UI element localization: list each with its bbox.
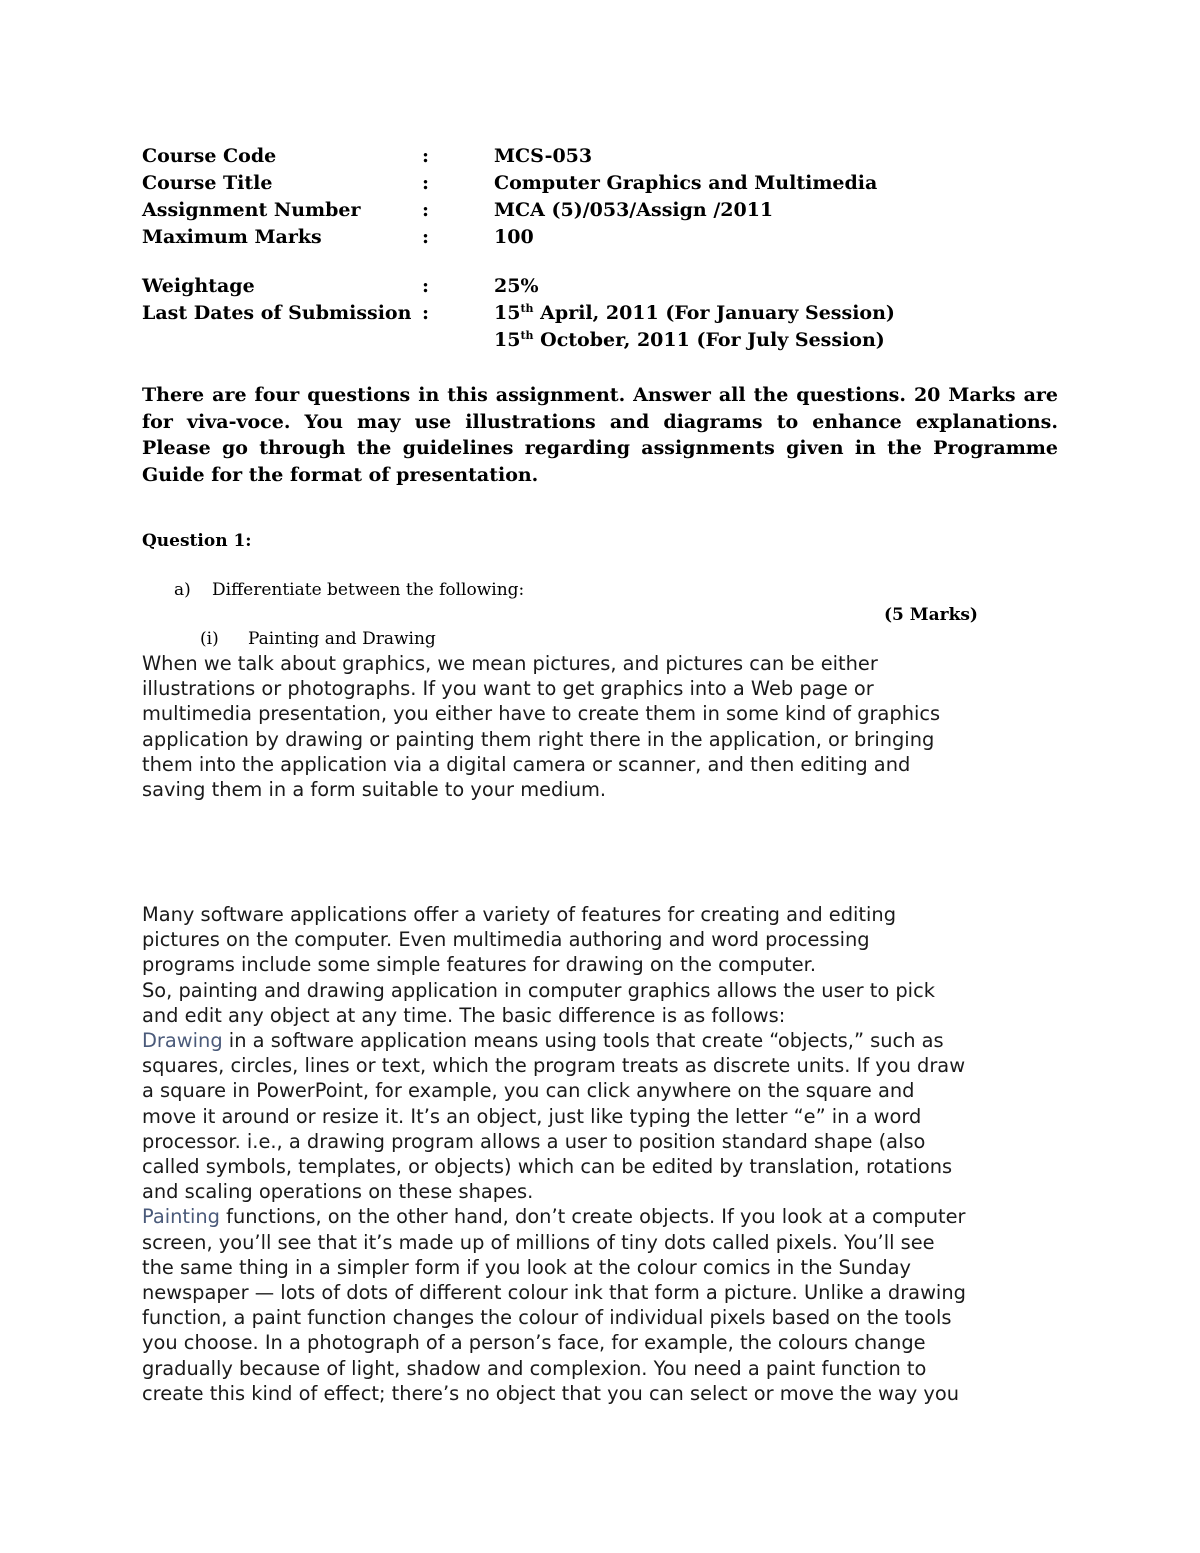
header-value: MCA (5)/053/Assign /2011 (494, 199, 774, 221)
question-sub-i (200, 629, 436, 649)
text-line: and edit any object at any time. The basic difference is as follows: (142, 1003, 786, 1027)
text-line: a square in PowerPoint, for example, you can click anywhere on the square and (142, 1079, 915, 1103)
text-line: pictures on the computer. Even multimedia authoring and word processing (142, 928, 870, 952)
painting-first-line: Painting functions, on the other hand, don’t create objects. If you look at a computer (142, 1205, 966, 1229)
text-line: Many software applications offer a variety of features for creating and editing (142, 903, 897, 926)
header-label: Assignment Number (142, 199, 361, 221)
header-value: 25% (494, 275, 539, 297)
text-line: When we talk about graphics, we mean pictures, and pictures can be either (142, 652, 878, 675)
text-line: saving them in a form suitable to your medium. (142, 778, 607, 802)
marks-label: (5 Marks) (884, 605, 978, 625)
header-label: Weightage (142, 275, 255, 297)
header-value: Computer Graphics and Multimedia (494, 172, 878, 194)
text-line: you choose. In a photograph of a person’s face, for example, the colours change (142, 1331, 926, 1355)
header-separator: : (422, 226, 430, 248)
part-a-text: Differentiate between the following: (212, 580, 525, 600)
header-separator: : (422, 172, 430, 194)
question-part-a (174, 580, 525, 600)
text-line: called symbols, templates, or objects) which can be edited by translation, rotations (142, 1155, 953, 1179)
text-line: application by drawing or painting them right there in the application, or bringing (142, 727, 935, 751)
header-value: MCS-053 (494, 145, 593, 167)
drawing-first-line: Drawing in a software application means using tools that create “objects,” such as (142, 1029, 944, 1053)
header-label: Course Code (142, 145, 277, 167)
header-value: 100 (494, 226, 534, 248)
answer-paragraph-2 (142, 902, 1072, 1406)
list-marker: (i) (200, 629, 219, 649)
text-line: move it around or resize it. It’s an object, just like typing the letter “e” in a word (142, 1104, 922, 1128)
text-line: the same thing in a simpler form if you look at the colour comics in the Sunday (142, 1255, 912, 1279)
header-label: Maximum Marks (142, 226, 322, 248)
question-title: Question 1: (142, 531, 252, 551)
text-line: and scaling operations on these shapes. (142, 1180, 534, 1204)
header-separator: : (422, 302, 430, 324)
text-line: squares, circles, lines or text, which the program treats as discrete units. If you draw (142, 1054, 966, 1078)
header-label: Course Title (142, 172, 273, 194)
text-line: So, painting and drawing application in computer graphics allows the user to pick (142, 978, 935, 1002)
text-line: gradually because of light, shadow and complexion. You need a paint function to (142, 1356, 927, 1380)
drawing-keyword: Drawing (142, 1029, 223, 1053)
text-line: newspaper — lots of dots of different colour ink that form a picture. Unlike a drawing (142, 1281, 966, 1305)
text-line: multimedia presentation, you either have to create them in some kind of graphics (142, 702, 941, 726)
answer-paragraph-1 (142, 651, 1072, 802)
text-line: screen, you’ll see that it’s made up of millions of tiny dots called pixels. You’ll see (142, 1230, 935, 1254)
text-line: create this kind of effect; there’s no object that you can select or move the way you (142, 1381, 960, 1405)
text-line: illustrations or photographs. If you want to get graphics into a Web page or (142, 677, 874, 701)
header-separator: : (422, 145, 430, 167)
header-separator: : (422, 199, 430, 221)
header-label: Last Dates of Submission (142, 302, 412, 324)
painting-keyword: Painting (142, 1205, 220, 1229)
submission-date-january: 15th April, 2011 (For January Session) (494, 302, 895, 324)
text-line: processor. i.e., a drawing program allows a user to position standard shape (also (142, 1129, 926, 1153)
header-separator: : (422, 275, 430, 297)
text-line: programs include some simple features for drawing on the computer. (142, 953, 817, 977)
text-line: them into the application via a digital camera or scanner, and then editing and (142, 752, 911, 776)
assignment-instructions: There are four questions in this assignment. Answer all the questions. 20 Marks are for viva-voce. You may use illustrations and diagrams to enhance explanations. Please go through the guidelines regarding assignments given in the Programme Guide for the format of presentation. (142, 384, 1058, 486)
sub-i-text: Painting and Drawing (248, 629, 436, 649)
submission-date-july: 15th October, 2011 (For July Session) (494, 329, 885, 351)
text-line: function, a paint function changes the colour of individual pixels based on the tools (142, 1306, 952, 1330)
list-marker: a) (174, 580, 191, 600)
